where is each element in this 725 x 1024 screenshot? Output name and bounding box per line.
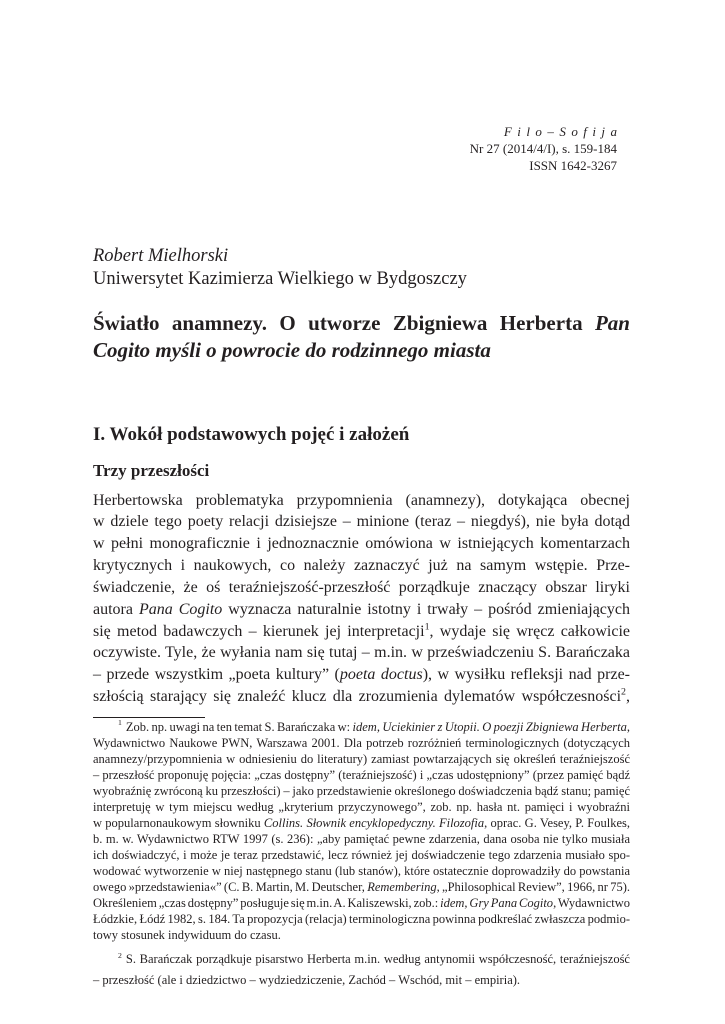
text-run: w popularnonaukowym słowniku [93, 815, 264, 830]
journal-name: Filo–Sofija [503, 123, 623, 139]
author-name: Robert Mielhorski [93, 246, 229, 266]
text-run: Zob. np. uwagi na ten temat S. Barańczaka w: [125, 719, 353, 734]
text-run: szłością starający się znaleźć klucz dla zrozumienia dylematów współczesności [93, 688, 622, 706]
footnote-line [93, 783, 630, 799]
italic-text: poeta doctus [339, 666, 423, 684]
italic-text: Collins. Słownik encyklopedyczny. Filozofia [263, 815, 485, 830]
text-run: , Wydawnictwo [553, 895, 630, 910]
text-run: , [626, 688, 630, 706]
text-run: świadczenie, że oś teraźniejszość-przeszłość porządkuje znaczący obszar liryki [93, 578, 630, 596]
body-line [93, 664, 630, 686]
text-run: – przeszłość (ale i dziedzictwo – wydziedziczenie, Zachód – Wschód, mit – empiria). [93, 973, 521, 987]
footnote-line [93, 831, 630, 847]
italic-text: Pan [594, 311, 630, 335]
journal-info [469, 123, 623, 175]
journal-issue: Nr 27 (2014/4/I), s. 159-184 [469, 140, 617, 156]
text-run: b. m. w. Wydawnictwo RTW 1997 (s. 236): „aby pamiętać pewne zdarzenia, dana osoba nie tylko musiała [93, 831, 630, 846]
italic-text: idem, Gry Pana Cogito [440, 895, 554, 910]
text-run: ich doświadczyć, i może je teraz przedstawić, lecz również jej doświadczenie tego zdarzenia musiało spo- [93, 847, 630, 862]
body-line [93, 621, 630, 643]
footnote-marker: 2 [118, 950, 122, 960]
text-run: interpretuję w tym miejscu według „kryterium przyczynowego”, zob. np. hasła nt. pamięci i wyobraźni [93, 799, 630, 814]
footnote-line [93, 879, 630, 895]
text-run: – przede wszystkim „poeta kultury” ( [93, 666, 340, 684]
footnote-line [93, 799, 630, 815]
body-line [93, 533, 630, 555]
text-run: S. Barańczak porządkuje pisarstwo Herberta m.in. według antynomii współczesność, teraźniejszość [125, 952, 630, 966]
footnote-line [93, 767, 630, 783]
footnote-line [93, 735, 630, 751]
footnote-2 [93, 949, 630, 991]
text-run: w dziele tego poety relacji dzisiejsze – minione (teraz – niegdyś), nie była dotąd [93, 513, 630, 531]
body-line [93, 555, 630, 577]
text-run: wyznacza naturalnie istotny i trwały – pośród zmieniających [222, 600, 631, 618]
body-line [93, 490, 630, 512]
text-run: anamnezy/przypomnienia w odniesieniu do literatury) zamiast powtarzających się określeń teraźniejszość [93, 751, 630, 766]
text-run: Łódzkie, Łódź 1982, s. 184. Ta propozycja (relacja) terminologiczna powinna podkreślać zwłaszcza podmio- [93, 911, 630, 926]
text-run: Światło anamnezy. O utworze Zbigniewa Herberta [93, 311, 595, 335]
text-run: , oprac. G. Vesey, P. Foulkes, [484, 815, 630, 830]
body-paragraph [93, 490, 630, 708]
body-line [93, 511, 630, 533]
text-run: oczywiste. Tyle, że wyłania nam się tutaj – m.in. w przeświadczeniu S. Barańczaka [93, 644, 630, 662]
footnote-line [93, 751, 630, 767]
footnote-reference: 1 [424, 621, 430, 633]
footnote-line [93, 863, 630, 879]
footnote-line [93, 847, 630, 863]
text-run: krytycznych i naukowych, co należy zaznaczyć już na samym wstępie. Prze- [93, 557, 630, 575]
author-block [93, 245, 467, 291]
article-title [93, 310, 630, 364]
footnote-line [93, 895, 630, 911]
footnote-line [93, 927, 630, 943]
italic-text: Cogito myśli o powrocie do rodzinnego miasta [93, 338, 491, 362]
text-run: Wydawnictwo Naukowe PWN, Warszawa 2001. Dla potrzeb rozróżnień terminologicznych (dotyczących [93, 735, 630, 750]
footnote-line [93, 815, 630, 831]
footnote-reference: 2 [621, 686, 626, 698]
text-run: , wydaje się wręcz całkowicie [429, 622, 630, 640]
footnote-line [93, 911, 630, 927]
italic-text: Remembering [367, 879, 437, 894]
author-affiliation: Uniwersytet Kazimierza Wielkiego w Bydgoszczy [93, 269, 467, 289]
journal-issn: ISSN 1642-3267 [529, 158, 617, 174]
footnote-line [93, 949, 630, 970]
body-line [93, 599, 630, 621]
text-run: wodować wytworzenie w niej następnego stanu (lub stanów), które ostatecznie doprowadziły do powstania [93, 863, 630, 878]
text-run: Określeniem „czas dostępny” posługuje się m.in. A. Kaliszewski, zob.: [93, 895, 441, 910]
text-run: , „Philosophical Review”, 1966, nr 75). [436, 879, 630, 894]
text-run: autora [93, 600, 139, 618]
italic-text: Pana Cogito [138, 600, 223, 618]
body-line [93, 577, 630, 599]
text-run: towy stosunek indywiduum do czasu. [93, 927, 281, 942]
body-line [93, 686, 630, 708]
text-run: ), w wysiłku refleksji nad prze- [422, 666, 631, 684]
section-heading: I. Wokół podstawowych pojęć i założeń [93, 423, 410, 445]
footnote-1 [93, 719, 630, 943]
text-run: się metod badawczych – kierunek jej interpretacji [93, 622, 425, 640]
text-run: owego »przedstawienia«” (C. B. Martin, M. Deutscher, [93, 879, 368, 894]
text-run: , [626, 719, 630, 734]
text-run: w pełni monograficznie i jednoznacznie omówiona w istniejących komentarzach [93, 535, 630, 553]
text-run: – przeszłość proponuję pojęcia: „czas dostępny” (teraźniejszość) i „czas udostępniony” (przez pamięć bądź [93, 767, 630, 782]
title-line [93, 337, 630, 364]
title-line [93, 310, 630, 337]
body-line [93, 642, 630, 664]
text-run: Herbertowska problematyka przypomnienia (anamnezy), dotykająca obecnej [93, 491, 630, 509]
footnote-marker: 1 [118, 718, 122, 728]
italic-text: idem, Uciekinier z Utopii. O poezji Zbigniewa Herberta [352, 719, 627, 734]
footnote-line [93, 970, 630, 991]
text-run: wyobraźnię zwróconą ku przeszłości) – jako przedstawienie określonego doświadczenia bądź stanu; pamięć [93, 783, 630, 798]
footnote-line [93, 719, 630, 735]
subsection-heading: Trzy przeszłości [93, 460, 210, 480]
